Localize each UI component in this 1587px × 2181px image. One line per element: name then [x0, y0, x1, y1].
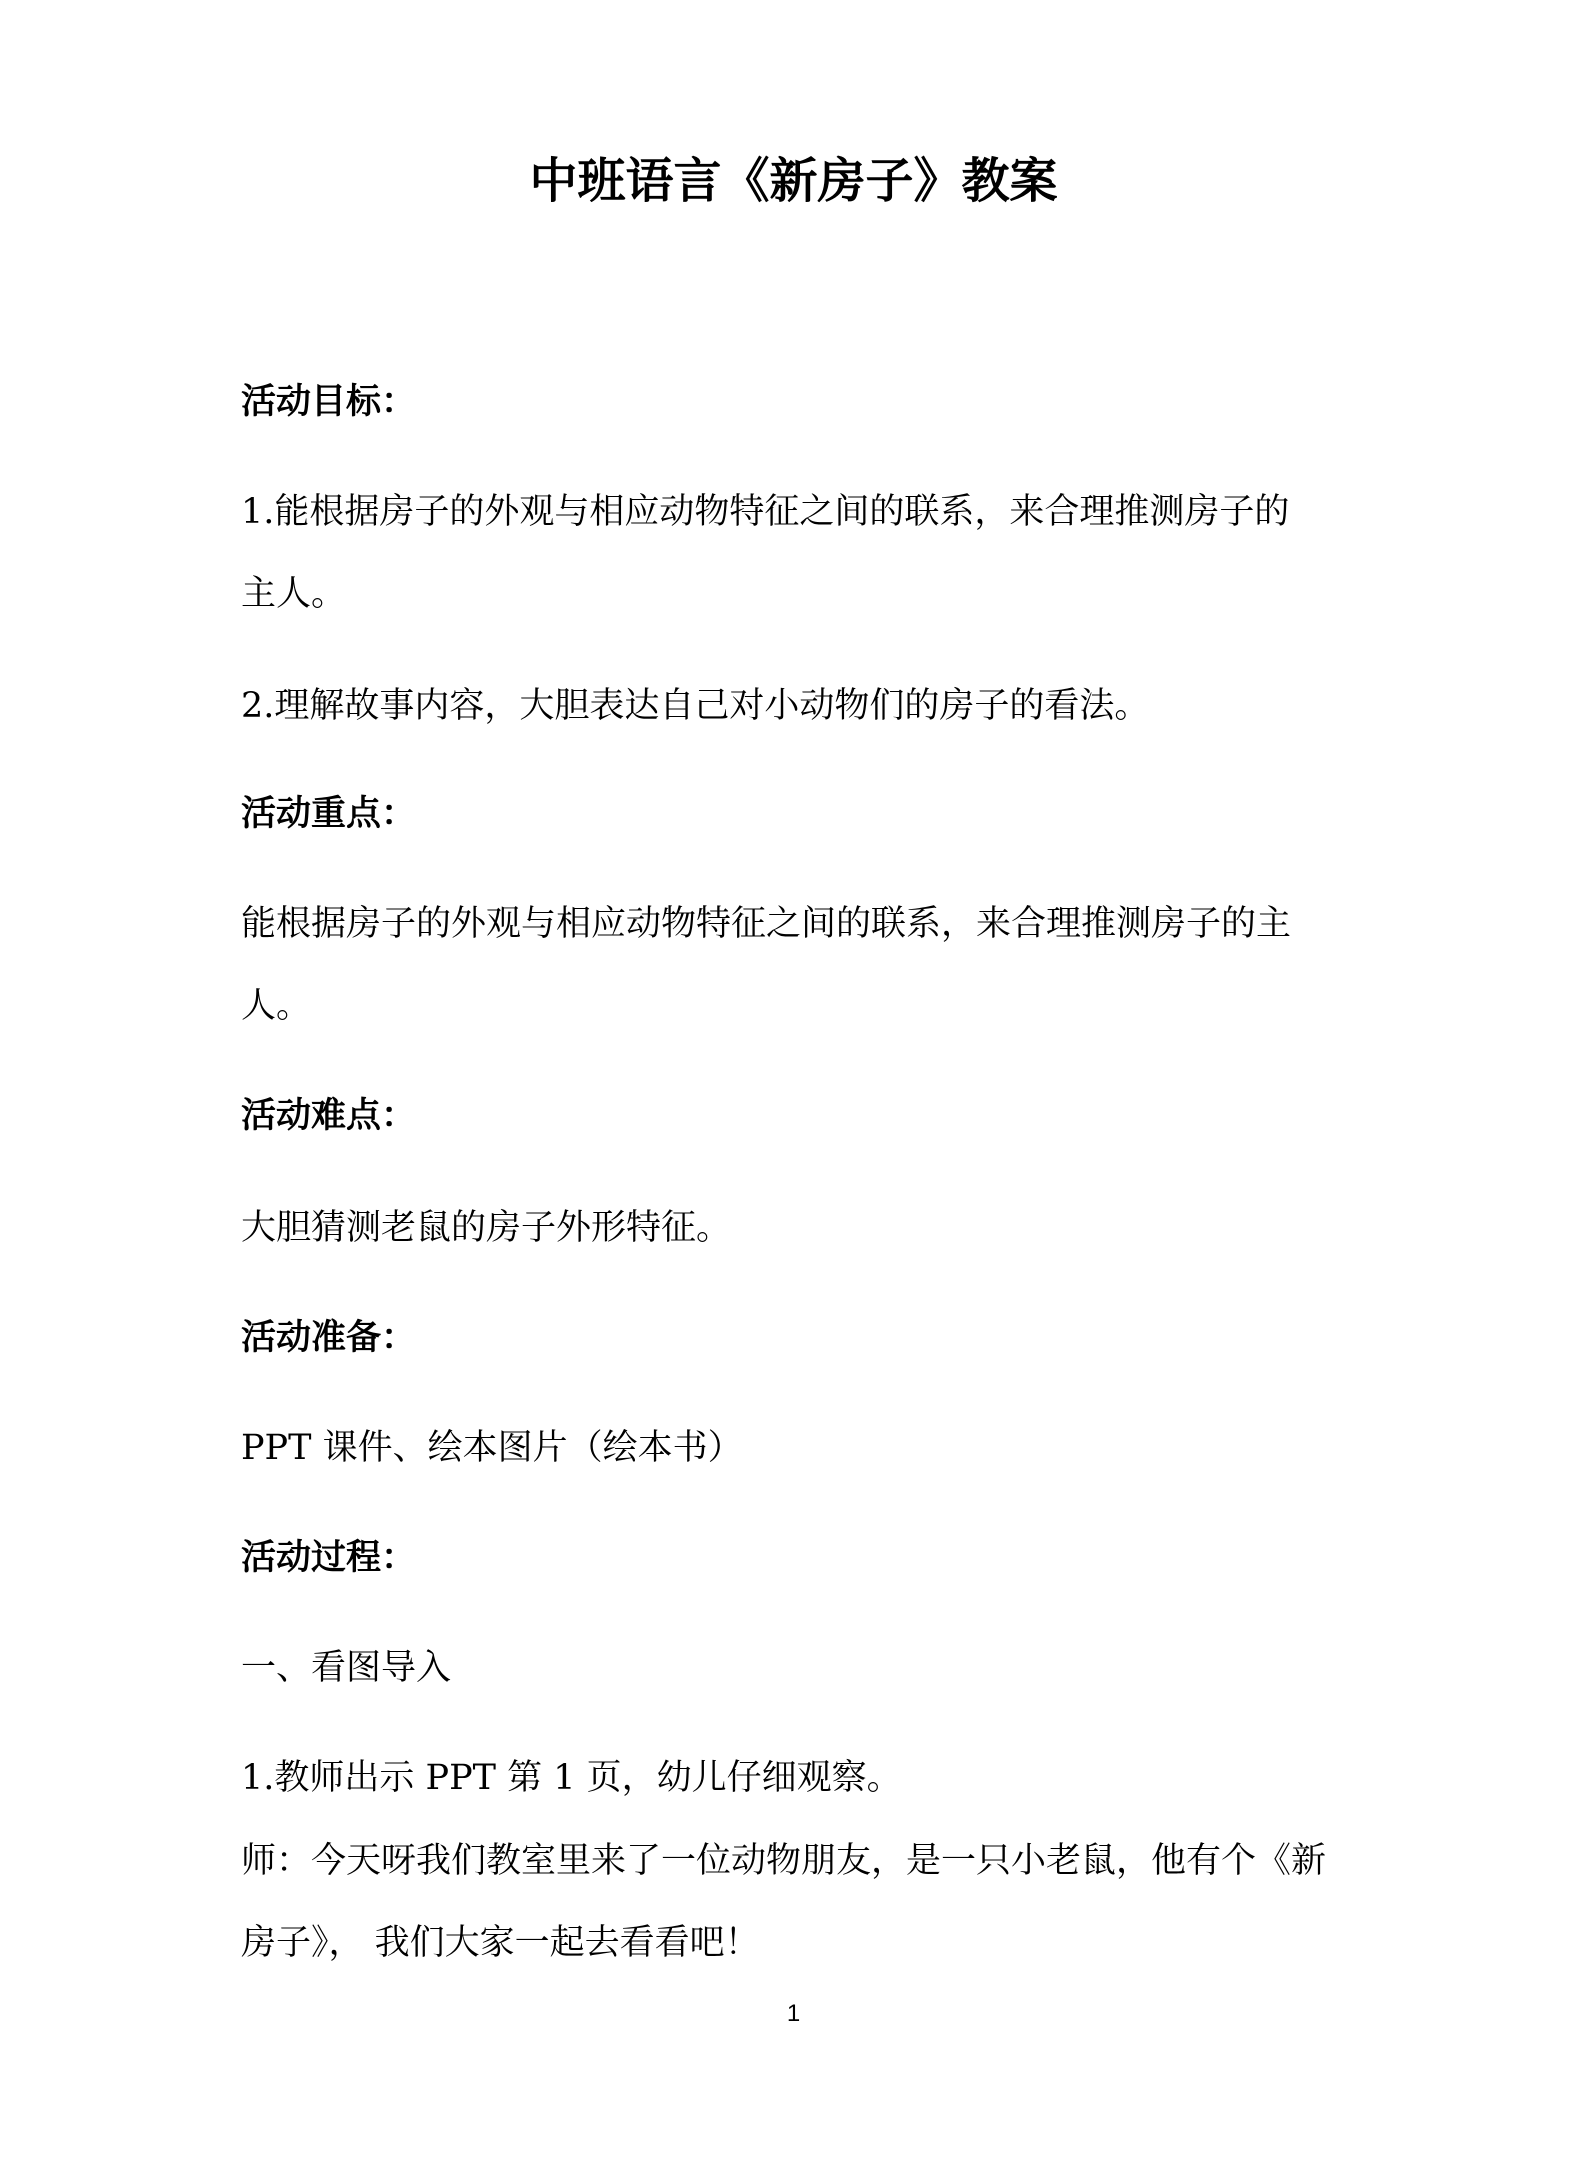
heading-preparation: 活动准备： — [241, 1317, 417, 1358]
page-number: 1 — [786, 2000, 801, 2027]
paragraph-line: 大胆猜测老鼠的房子外形特征。 — [241, 1208, 732, 1248]
heading-difficulties: 活动难点： — [241, 1095, 417, 1136]
document-title: 中班语言《新房子》教案 — [529, 153, 1058, 209]
paragraph-line: 师：今天呀我们教室里来了一位动物朋友，是一只小老鼠，他有个《新 — [241, 1841, 1327, 1881]
paragraph-line: 1.教师出示 PPT 第 1 页，幼儿仔细观察。 — [241, 1758, 902, 1798]
paragraph-line: 主人。 — [241, 574, 347, 614]
paragraph-line: 能根据房子的外观与相应动物特征之间的联系，来合理推测房子的主 — [241, 904, 1292, 944]
paragraph-line: PPT 课件、绘本图片（绘本书） — [241, 1428, 743, 1468]
paragraph-line: 一、看图导入 — [241, 1648, 452, 1688]
heading-activity-goals: 活动目标： — [241, 381, 417, 422]
paragraph-line: 人。 — [241, 986, 312, 1026]
heading-key-points: 活动重点： — [241, 793, 417, 834]
paragraph-line: 2.理解故事内容，大胆表达自己对小动物们的房子的看法。 — [241, 686, 1150, 726]
paragraph-line: 房子》， 我们大家一起去看看吧！ — [241, 1923, 760, 1963]
paragraph-line: 1.能根据房子的外观与相应动物特征之间的联系，来合理推测房子的 — [241, 492, 1290, 532]
heading-process: 活动过程： — [241, 1537, 417, 1578]
